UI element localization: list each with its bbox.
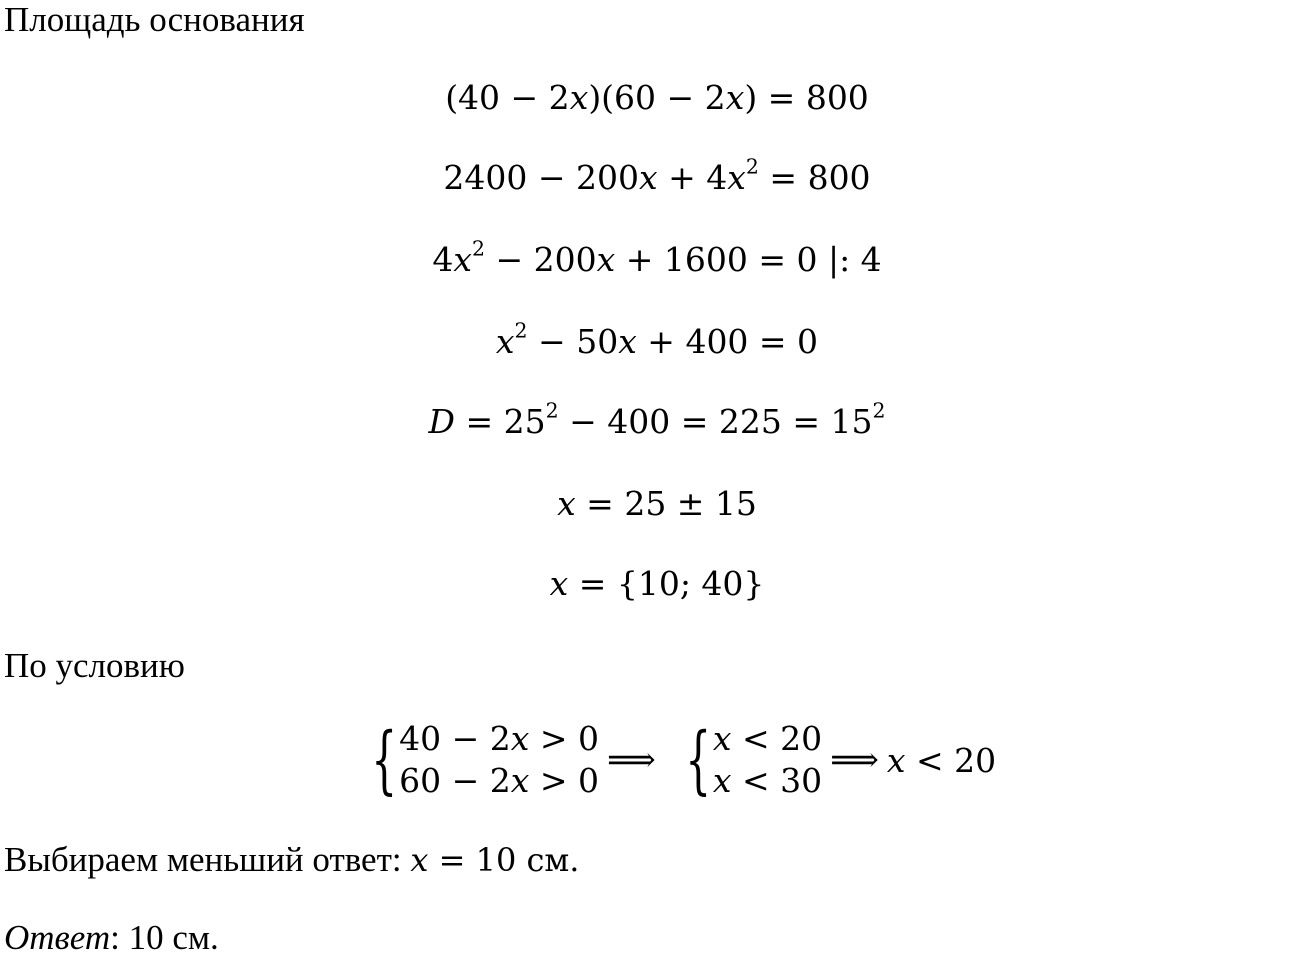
answer-value: : 10 см. bbox=[110, 918, 219, 957]
equation-1: (40 − 2x)(60 − 2x) = 800 bbox=[445, 78, 869, 117]
inequality-system bbox=[350, 716, 996, 804]
system-left-line-1: 40 − 2x > 0 bbox=[399, 719, 599, 758]
equation-4: $x^2 - 50x + 400 = 0$ bbox=[495, 318, 819, 361]
equation-2: $2400 - 200x + 4x^2 = 800$ bbox=[443, 154, 871, 197]
system-middle bbox=[713, 718, 822, 802]
implies-arrow-icon-2: ⟹ bbox=[830, 740, 879, 780]
implies-arrow-icon: ⟹ bbox=[606, 740, 656, 780]
choose-answer-line: Выбираем меньший ответ: x = 10 см. bbox=[4, 840, 580, 879]
equation-5-discriminant: $D = 25^2 - 400 = 225 = 15^2$ bbox=[428, 398, 886, 441]
equation-3: $4x^2 - 200x + 1600 = 0$ |: 4 bbox=[432, 236, 882, 279]
system-middle-line-1: x < 20 bbox=[712, 719, 823, 758]
left-brace-icon: { bbox=[371, 717, 398, 803]
heading-area-label: Площадь основания bbox=[4, 0, 305, 39]
middle-brace-icon: { bbox=[684, 717, 711, 803]
answer-label: Ответ bbox=[4, 918, 111, 957]
answer-line bbox=[4, 918, 219, 958]
equation-7-solution-set: x = {10; 40} bbox=[549, 564, 765, 603]
system-result: x < 20 bbox=[886, 740, 997, 780]
condition-label: По условию bbox=[4, 646, 185, 685]
system-left-line-2: 60 − 2x > 0 bbox=[399, 761, 599, 800]
system-left bbox=[399, 718, 599, 802]
system-middle-line-2: x < 30 bbox=[712, 761, 823, 800]
equation-6-roots: x = 25 ± 15 bbox=[557, 484, 757, 523]
